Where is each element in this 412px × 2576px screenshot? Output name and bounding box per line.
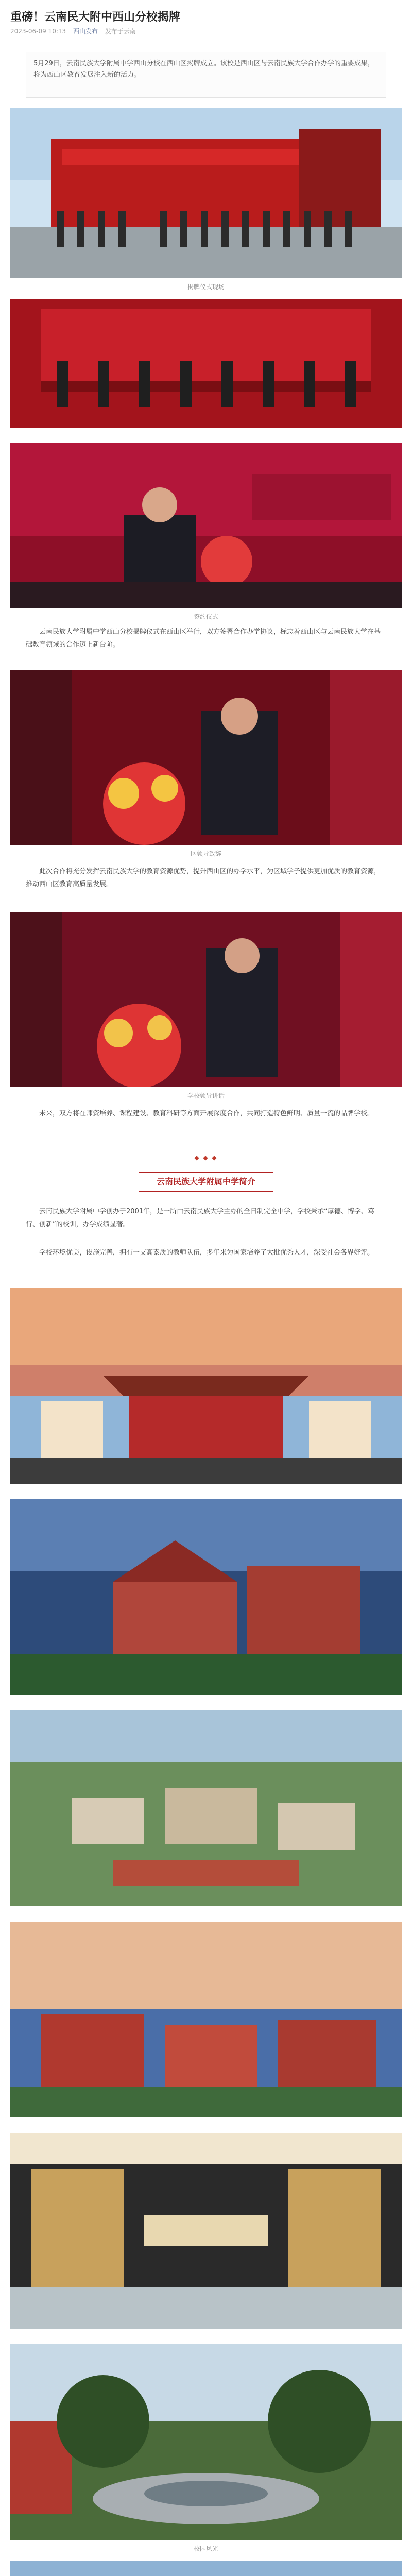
photo-caption-1: 校园风光 — [193, 2545, 218, 2552]
account-link[interactable]: 西山发布 — [73, 28, 98, 35]
photo-campus-view — [10, 2561, 402, 2576]
photo-fountain — [10, 2344, 402, 2540]
paragraph-2: 此次合作将充分发挥云南民族大学的教育资源优势，提升西山区的办学水平，为区域学子提供更加优质的教育资源，推动西山区教育高质量发展。 — [26, 868, 381, 888]
article-meta — [10, 27, 136, 36]
intro-box: 5月29日，云南民族大学附属中学西山分校在西山区揭牌成立。该校是西山区与云南民族大学合作办学的重要成果，将为西山区教育发展注入新的活力。 — [26, 52, 386, 98]
photo-red-buildings — [10, 1922, 402, 2117]
paragraph-3: 未来，双方将在师资培养、课程建设、教育科研等方面开展深度合作，共同打造特色鲜明、质量一流的品牌学校。 — [39, 1110, 374, 1117]
divider-1: ◆ ◆ ◆ — [194, 1154, 218, 1161]
caption-2: 签约仪式 — [193, 613, 218, 620]
photo-signing-stage — [10, 299, 402, 428]
section-header: 云南民族大学附属中学简介 — [139, 1172, 273, 1192]
article-title: 重磅！云南民大附中西山分校揭牌 — [10, 11, 181, 24]
photo-banner-speaker — [10, 443, 402, 608]
section-paragraph-2: 学校环境优美，设施完善，拥有一支高素质的教师队伍，多年来为国家培养了大批优秀人才，深受社会各界好评。 — [39, 1249, 374, 1257]
photo-campus-buildings — [10, 1499, 402, 1695]
caption-1: 揭牌仪式现场 — [187, 283, 225, 291]
section-paragraph-1: 云南民族大学附属中学创办于2001年，是一所由云南民族大学主办的全日制完全中学，学校秉承“厚德、博学、笃行、创新”的校训，办学成绩显著。 — [26, 1208, 374, 1228]
photo-ceremony — [10, 108, 402, 278]
photo-library — [10, 2133, 402, 2329]
photo-podium-2 — [10, 912, 402, 1087]
article-date: 2023-06-09 10:13 — [10, 28, 66, 35]
article-source: 发布于云南 — [105, 28, 136, 35]
paragraph-1: 云南民族大学附属中学西山分校揭牌仪式在西山区举行，双方签署合作办学协议，标志着西山区与云南民族大学在基础教育领域的合作迈上新台阶。 — [26, 628, 381, 649]
photo-aerial-campus — [10, 1710, 402, 1906]
photo-podium-1 — [10, 670, 402, 845]
caption-3: 区领导致辞 — [190, 850, 221, 857]
photo-school-gate — [10, 1288, 402, 1484]
caption-4: 学校领导讲话 — [187, 1092, 225, 1099]
